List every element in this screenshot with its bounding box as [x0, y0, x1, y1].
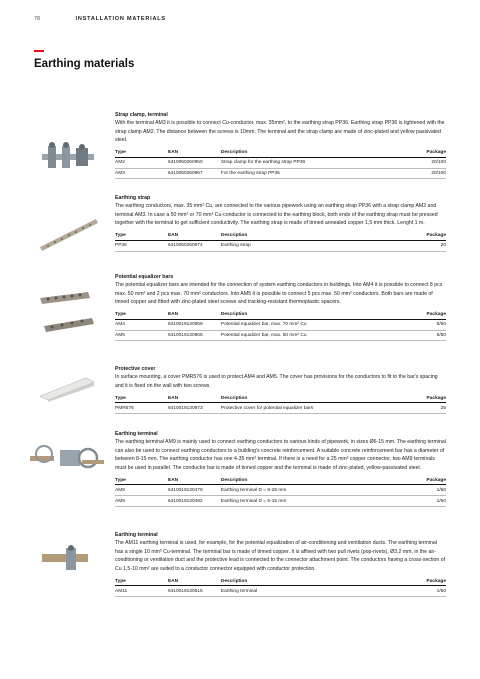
cell-description: Earthing strap [221, 240, 387, 251]
page-number: 78 [34, 16, 41, 22]
section-text: With the terminal AM3 it is possible to connect Cu-conductor, max. 35mm², to the earthing strap PP36. Earthing strap PP36 is tightened with the strap clamp AM2. The distance between the screws is 10mm. The terminal and the strap clamp are made of zinc-plated and yellow passivated steel. [115, 120, 445, 144]
cell-ean: 6410019130966 [168, 330, 221, 341]
section-strap-clamp [115, 112, 446, 179]
cell-type: AM2 [115, 157, 168, 168]
strap-clamp-image [40, 140, 96, 174]
section-earthing-terminal-am8-am9 [115, 431, 446, 507]
cell-type: AM8 [115, 485, 168, 496]
col-type: Type [115, 577, 168, 586]
earthing-strap-image [38, 213, 100, 253]
cell-type: AM4 [115, 319, 168, 330]
section-heading: Protective cover [115, 366, 156, 372]
section-text: The earthing terminal AM9 is mainly used to connect earthing conductors to various kinds of pipework, in sizes Ø6-15 mm. The earthing terminal can also be used to connect earthing conductors to a building's concrete reinforcement. A suitable concrete reinforcement bar has a diameter of between 8-15 mm. The earthing conductor has one 4-35 mm² terminal. If there is a need for a 25 mm² copper connector, two AM9 terminals must be used in parallel. The conductor bar is made of tinned copper and the terminal is made of zinc-plated, yellow-passivated steel. [115, 439, 446, 471]
earthing-terminal-image [28, 440, 106, 474]
cell-ean: 6410019130973 [168, 403, 221, 414]
col-ean: EAN [168, 394, 221, 403]
table-row [115, 157, 446, 168]
col-package: Package [386, 149, 446, 158]
col-package: Package [386, 476, 446, 485]
table-row [115, 586, 446, 597]
section-text: The earthing conductors, max. 35 mm² Cu, are connected to the various pipework using an earthing strap PP36 with a strap clamp AM2 and terminal AM3. In case a 50 mm² or 70 mm² Cu-conductor is connected to the earthing block, both ends of the earthing strap must be pressed together with the terminal to get sufficient conductivity. The earthing strap is made of tinned annealed copper 1,5 mm thick. Lenght 1 m. [115, 203, 438, 227]
am11-terminal-image [36, 544, 98, 578]
col-ean: EAN [168, 476, 221, 485]
cell-type: PMR576 [115, 403, 168, 414]
col-type: Type [115, 311, 168, 320]
product-table [115, 149, 446, 180]
section-heading: Strap clamp, terminal [115, 112, 168, 118]
col-package: Package [386, 577, 446, 586]
col-package: Package [386, 394, 446, 403]
col-description: Description [221, 232, 387, 241]
cell-ean: 6410050260950 [168, 157, 221, 168]
col-description: Description [221, 394, 387, 403]
cell-package: 20 [386, 240, 446, 251]
cell-ean: 6410019130959 [168, 319, 221, 330]
product-table [115, 311, 446, 342]
cell-ean: 6410050260974 [168, 240, 221, 251]
cell-type: AM11 [115, 586, 168, 597]
cell-type: AM5 [115, 330, 168, 341]
cell-package: 1/50 [386, 586, 446, 597]
col-type: Type [115, 476, 168, 485]
col-ean: EAN [168, 311, 221, 320]
product-table [115, 476, 446, 507]
col-package: Package [386, 232, 446, 241]
cell-ean: 6410019130478 [168, 485, 221, 496]
cell-package: 5/50 [386, 319, 446, 330]
cell-description: For the earthing strap PP36 [221, 168, 387, 179]
col-description: Description [221, 149, 387, 158]
cell-ean: 6410050260967 [168, 168, 221, 179]
cell-ean: 6410019130515 [168, 586, 221, 597]
cell-description: Potential equalizer bar, max. 50 mm² Cu [221, 330, 387, 341]
cell-type: PP36 [115, 240, 168, 251]
col-description: Description [221, 577, 387, 586]
section-protective-cover [115, 366, 446, 414]
cell-type: AM3 [115, 168, 168, 179]
section-heading: Earthing terminal [115, 532, 158, 538]
section-equalizer-bars [115, 274, 446, 341]
col-ean: EAN [168, 232, 221, 241]
section-heading: Earthing terminal [115, 431, 158, 437]
cell-package: 25 [386, 403, 446, 414]
cell-description: Protective cover for potential equalizer bars [221, 403, 387, 414]
section-text: The potential equalizer bars are intended for the connection of system earthing conductors in buildings. Into AM4 it is possible to connect 8 pcs max. 50 mm² and 2 pcs max. 70 mm² conductors. Into AM5 it is possible to connect 5 pcs max. 50 mm² conductors. Both bars are made of tinned copper and fitted with zinc-plated steel screws and tracking-resistant thermoplastic spacers. [115, 282, 443, 306]
table-row [115, 240, 446, 251]
table-row [115, 496, 446, 507]
cell-description: Earthing terminal D = 6-15 mm [221, 496, 387, 507]
equalizer-bars-image [36, 290, 96, 338]
section-heading: Earthing strap [115, 195, 151, 201]
section-text: In surface mounting, a cover PMR576 is used to protect AM4 and AM5. The cover has provisions for the conductors to fit to the bar's spacing and it is fixed on the wall with two screws. [115, 374, 438, 389]
accent-bar [34, 50, 44, 52]
section-heading: Potential equalizer bars [115, 274, 174, 280]
page-title: Earthing materials [34, 58, 135, 70]
table-row [115, 403, 446, 414]
cell-ean: 6410019130492 [168, 496, 221, 507]
col-description: Description [221, 476, 387, 485]
protective-cover-image [36, 374, 98, 402]
col-ean: EAN [168, 149, 221, 158]
col-type: Type [115, 232, 168, 241]
section-text: The AM11 earthing terminal is used, for example, for the potential equalization of air-conditioning and ventilation ducts. The earthing terminal has a single 10 mm² Cu-terminal. The terminal bar is made of tinned copper. It is affixed with two pull rivets (pop-rivets), Ø3,2 mm, in the air-conditioning or ventilation duct and the protective lead is connected to the connector attachment point. The conductors having a cross-section of Cu 1,5-10 mm² are suited to a conductor connector equipped with conductor protection. [115, 540, 446, 572]
product-table [115, 577, 446, 597]
table-row [115, 485, 446, 496]
col-type: Type [115, 394, 168, 403]
col-type: Type [115, 149, 168, 158]
table-row [115, 168, 446, 179]
cell-package: 1/50 [386, 485, 446, 496]
cell-package: 1/50 [386, 496, 446, 507]
col-package: Package [386, 311, 446, 320]
cell-package: 20/100 [386, 168, 446, 179]
cell-description: Earthing terminal [221, 586, 387, 597]
table-row [115, 330, 446, 341]
col-description: Description [221, 311, 387, 320]
section-title: INSTALLATION MATERIALS [75, 16, 166, 22]
cell-type: AM9 [115, 496, 168, 507]
cell-package: 20/100 [386, 157, 446, 168]
cell-description: Potential equalizer bar, max. 70 mm² Cu [221, 319, 387, 330]
page-header [34, 16, 166, 22]
product-table [115, 232, 446, 252]
section-earthing-terminal-am11 [115, 532, 446, 597]
col-ean: EAN [168, 577, 221, 586]
cell-description: Strap clamp for the earthing strap PP36 [221, 157, 387, 168]
table-row [115, 319, 446, 330]
product-table [115, 394, 446, 414]
section-earthing-strap [115, 195, 446, 252]
cell-description: Earthing terminal D = 8-28 mm [221, 485, 387, 496]
cell-package: 5/50 [386, 330, 446, 341]
